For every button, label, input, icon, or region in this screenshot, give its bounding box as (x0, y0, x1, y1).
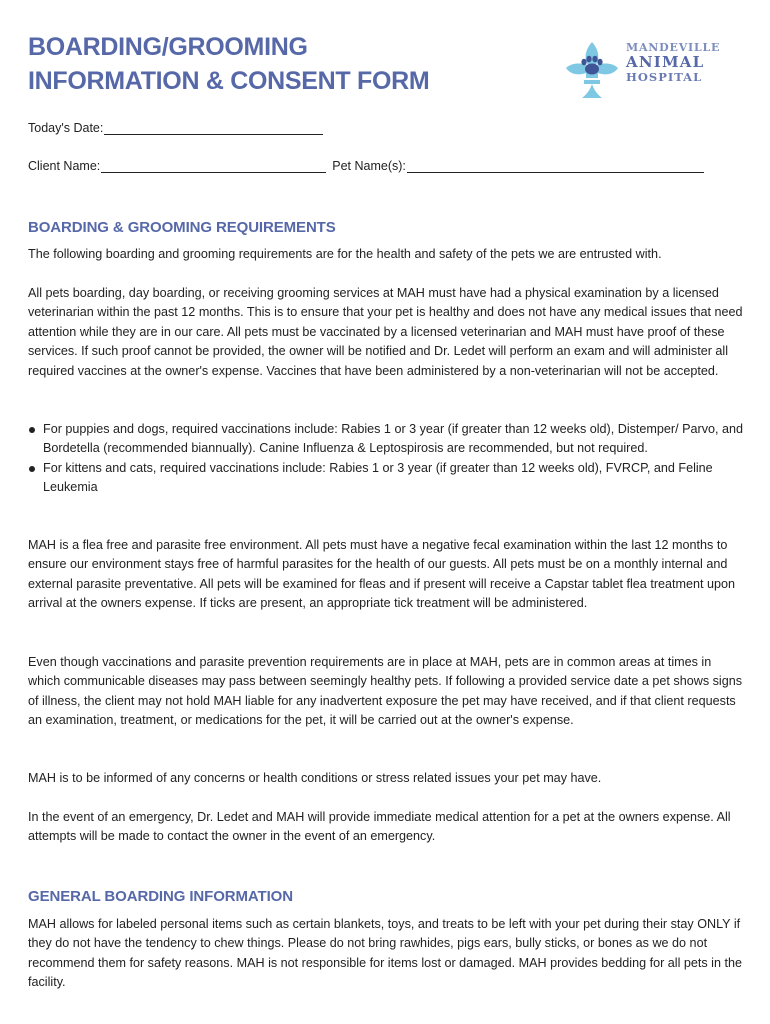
bullet-icon (29, 427, 35, 433)
logo-wordmark (626, 42, 720, 84)
list-item (28, 420, 744, 459)
page-title (28, 30, 429, 98)
requirements-exam-paragraph: All pets boarding, day boarding, or receiving grooming services at MAH must have had a physical examination by a licensed veterinarian within the past 12 months. This is to ensure that your pet is healthy and does not have any medical issues that need attention while they are in our care. All pets must be vaccinated by a licensed veterinarian and MAH must have proof of these services. If such proof cannot be provided, the owner will be notified and Dr. Ledet will perform an exam and will administer all required vaccines at the owner's expense. Vaccines that have been administered by a non-veterinarian will not be accepted. (28, 286, 743, 378)
name-field-row (28, 159, 704, 173)
emergency-paragraph: In the event of an emergency, Dr. Ledet and MAH will provide immediate medical attention for a pet at the owners expense. All attempts will be made to contact the owner in the event of an emergency. (28, 810, 731, 844)
logo-text-line-2: ANIMAL (626, 53, 705, 71)
date-field-row (28, 121, 323, 135)
hospital-logo (560, 38, 720, 102)
date-label: Today's Date: (28, 121, 104, 135)
logo-text-line-3: HOSPITAL (626, 70, 703, 84)
section-title-general: GENERAL BOARDING INFORMATION (28, 888, 293, 905)
client-name-input-line[interactable] (101, 159, 326, 173)
page-title-line-1: BOARDING/GROOMING (28, 33, 308, 61)
concerns-paragraph: MAH is to be informed of any concerns or health conditions or stress related issues your pet may have. (28, 771, 602, 785)
date-input-line[interactable] (104, 121, 323, 135)
section-title-requirements: BOARDING & GROOMING REQUIREMENTS (28, 219, 336, 236)
paw-fleur-de-lis-icon (560, 38, 624, 102)
liability-paragraph: Even though vaccinations and parasite prevention requirements are in place at MAH, pets are in common areas at times in which communicable diseases may pass between seemingly healthy pets. If following a provided service date a pet shows signs of illness, the client may not hold MAH liable for any inadvertent exposure the pet may have received, and if that client requests an examination, treatment, or medications for the pet, it will be carried out at the owner's expense. (28, 655, 743, 728)
vaccination-dogs-text: For puppies and dogs, required vaccinations include: Rabies 1 or 3 year (if greater than 12 weeks old), Distemper/ Parvo, and Bordetella (recommended biannually). Canine Influenza & Leptospirosis are recommended, but not required. (43, 422, 744, 456)
requirements-intro: The following boarding and grooming requirements are for the health and safety of the pets we are entrusted with. (28, 247, 662, 261)
pet-name-input-line[interactable] (407, 159, 704, 173)
general-boarding-paragraph: MAH allows for labeled personal items such as certain blankets, toys, and treats to be left with your pet during their stay ONLY if they do not have the tendency to chew things. Please do not bring rawhides, pigs ears, bully sticks, or bones as we do not recommend them for safety reasons. MAH is not responsible for items lost or damaged. MAH provides bedding for all pets in the facility. (28, 917, 742, 990)
vaccination-list (28, 420, 744, 498)
bullet-icon (29, 466, 35, 472)
logo-text-line-1: MANDEVILLE (626, 41, 721, 54)
pet-name-label: Pet Name(s): (332, 159, 406, 173)
list-item (28, 459, 744, 498)
page-title-line-2: INFORMATION & CONSENT FORM (28, 67, 430, 95)
client-name-label: Client Name: (28, 159, 101, 173)
parasite-paragraph: MAH is a flea free and parasite free environment. All pets must have a negative fecal examination within the last 12 months to ensure our environment stays free of harmful parasites for the health of our guests. All pets must be on a monthly internal and external parasite preventative. All pets will be examined for fleas and if present will receive a Capstar tablet flea treatment upon arrival at the owners expense. If ticks are present, an appropriate tick treatment will be administered. (28, 538, 736, 611)
vaccination-cats-text: For kittens and cats, required vaccinations include: Rabies 1 or 3 year (if greater than 12 weeks old), FVRCP, and Feline Leukemia (43, 460, 713, 495)
